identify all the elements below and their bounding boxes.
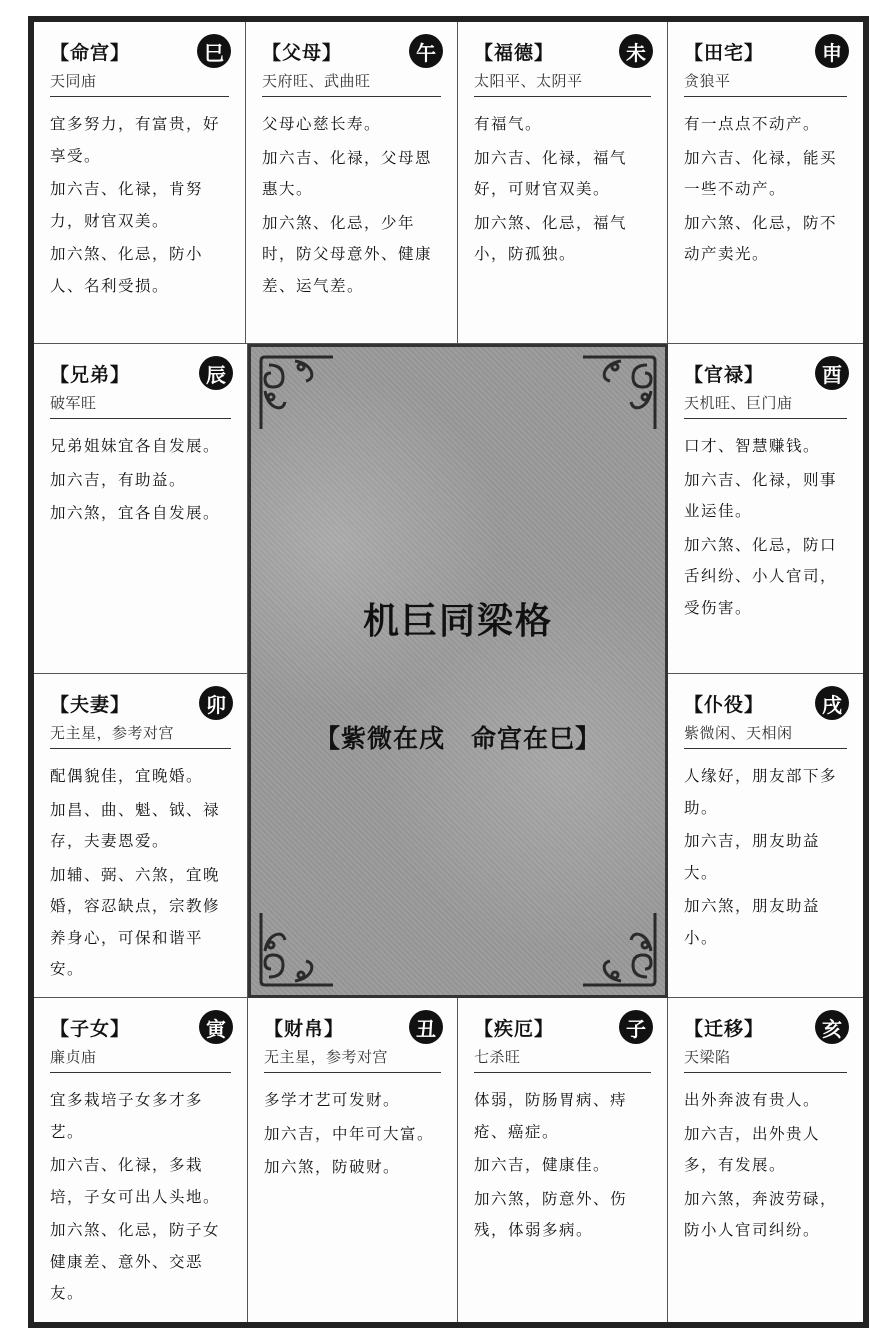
- description-line: 加六煞、化忌，防不动产卖光。: [684, 213, 838, 263]
- palace-description: [684, 1085, 851, 1247]
- chart-frame: [28, 16, 869, 1328]
- palace-stars: 天梁陷: [684, 1046, 847, 1073]
- palace-stars: 天府旺、武曲旺: [262, 70, 441, 97]
- palace-description: [50, 1085, 235, 1310]
- palace-title: 【田宅】: [684, 42, 765, 64]
- description-line: 加六吉、化禄，肯努力，财官双美。: [50, 180, 204, 230]
- cloud-ornament-icon: [255, 351, 339, 435]
- palace-description: [264, 1085, 445, 1184]
- description-line: 加六吉，健康佳。: [474, 1156, 611, 1174]
- description-line: 加六吉、化禄，多栽培，子女可出人头地。: [50, 1156, 221, 1206]
- description-line: 宜多栽培子女多才多艺。: [50, 1091, 204, 1141]
- branch-badge: 寅: [199, 1010, 233, 1044]
- palace-stars: 天机旺、巨门庙: [684, 392, 847, 419]
- branch-badge: 丑: [409, 1010, 443, 1044]
- palace-stars: 贪狼平: [684, 70, 847, 97]
- description-line: 加六吉，有助益。: [50, 470, 187, 489]
- palace-stars: 七杀旺: [474, 1046, 651, 1073]
- branch-badge: 申: [815, 34, 849, 68]
- description-line: 加六吉、化禄，父母恩惠大。: [262, 148, 433, 198]
- palace-stars: 太阳平、太阴平: [474, 70, 651, 97]
- palace-title: 【父母】: [262, 42, 343, 64]
- palace-header: [684, 1014, 851, 1046]
- palace-stars: 廉贞庙: [50, 1046, 231, 1073]
- palace-fumu: [246, 22, 458, 344]
- palace-description: [50, 431, 235, 530]
- description-line: 体弱，防肠胃病、痔疮、癌症。: [474, 1091, 628, 1141]
- description-line: 加六煞、化忌，防小人、名利受损。: [50, 245, 204, 295]
- palace-xiongdi: [34, 344, 248, 674]
- branch-badge: 午: [409, 34, 443, 68]
- cloud-ornament-icon: [577, 907, 661, 991]
- palace-title: 【仆役】: [684, 694, 765, 716]
- palace-header: [264, 1014, 445, 1046]
- palace-title: 【兄弟】: [50, 364, 131, 386]
- palace-zinv: [34, 998, 248, 1322]
- description-line: 加六煞，防意外、伤残，体弱多病。: [474, 1189, 628, 1239]
- description-line: 加六吉，中年可大富。: [264, 1124, 435, 1143]
- branch-badge: 亥: [815, 1010, 849, 1044]
- palace-title: 【财帛】: [264, 1018, 345, 1040]
- branch-badge: 戌: [815, 686, 849, 720]
- palace-header: [684, 360, 851, 392]
- description-line: 加六煞，朋友助益小。: [684, 897, 821, 947]
- branch-badge: 酉: [815, 356, 849, 390]
- description-line: 加六煞、化忌，防子女健康差、意外、交恶友。: [50, 1221, 221, 1302]
- cloud-ornament-icon: [255, 907, 339, 991]
- palace-description: [474, 1085, 655, 1247]
- description-line: 加辅、弼、六煞，宜晚婚，容忍缺点，宗教修养身心，可保和谐平安。: [50, 865, 221, 978]
- description-line: 人缘好，朋友部下多助。: [684, 767, 838, 817]
- palace-description: [684, 431, 851, 624]
- chart-center-panel: [248, 344, 668, 998]
- description-line: 加六煞，宜各自发展。: [50, 504, 221, 522]
- palace-title: 【官禄】: [684, 364, 765, 386]
- palace-tianzhai: [668, 22, 863, 344]
- palace-description: [474, 109, 655, 271]
- palace-guanlu: [668, 344, 863, 674]
- palace-header: [684, 690, 851, 722]
- palace-stars: 无主星，参考对宫: [50, 722, 231, 749]
- palace-title: 【夫妻】: [50, 694, 131, 716]
- description-line: 兄弟姐妹宜各自发展。: [50, 437, 221, 455]
- palace-header: [50, 690, 235, 722]
- palace-stars: 破军旺: [50, 392, 231, 419]
- description-line: 加六吉，出外贵人多，有发展。: [684, 1124, 821, 1174]
- description-line: 加六吉、化禄，则事业运佳。: [684, 470, 838, 520]
- branch-badge: 巳: [197, 34, 231, 68]
- palace-header: [50, 360, 235, 392]
- branch-badge: 子: [619, 1010, 653, 1044]
- palace-description: [684, 761, 851, 954]
- description-line: 加六煞、化忌，福气小，防孤独。: [474, 213, 628, 263]
- palace-header: [50, 1014, 235, 1046]
- branch-badge: 辰: [199, 356, 233, 390]
- description-line: 加六吉、化禄，福气好，可财官双美。: [474, 148, 628, 198]
- palace-title: 【迁移】: [684, 1018, 765, 1040]
- description-line: 口才、智慧赚钱。: [684, 437, 821, 455]
- branch-badge: 卯: [199, 686, 233, 720]
- description-line: 配偶貌佳，宜晚婚。: [50, 767, 204, 785]
- description-line: 加昌、曲、魁、钺、禄存，夫妻恩爱。: [50, 800, 221, 850]
- palace-description: [684, 109, 851, 271]
- description-line: 加六煞、化忌，防口舌纠纷、小人官司，受伤害。: [684, 535, 838, 617]
- palace-description: [262, 109, 445, 302]
- cloud-ornament-icon: [577, 351, 661, 435]
- palace-header: [474, 1014, 655, 1046]
- pattern-title: 机巨同梁格: [362, 600, 553, 642]
- palace-fuqi: [34, 674, 248, 998]
- description-line: 加六吉，朋友助益大。: [684, 832, 821, 882]
- palace-header: [262, 38, 445, 70]
- palace-puyi: [668, 674, 863, 998]
- description-line: 加六煞、化忌，少年时，防父母意外、健康差、运气差。: [262, 213, 433, 295]
- palace-jie: [458, 998, 668, 1322]
- palace-title: 【福德】: [474, 42, 555, 64]
- description-line: 宜多努力，有富贵，好享受。: [50, 115, 221, 165]
- description-line: 加六吉、化禄，能买一些不动产。: [684, 148, 838, 198]
- palace-fude: [458, 22, 668, 344]
- description-line: 加六煞，奔波劳碌，防小人官司纠纷。: [684, 1189, 838, 1239]
- palace-description: [50, 109, 233, 302]
- description-line: 加六煞，防破财。: [264, 1158, 401, 1176]
- palace-header: [474, 38, 655, 70]
- palace-ming: [34, 22, 246, 344]
- description-line: 多学才艺可发财。: [264, 1091, 401, 1109]
- palace-stars: 紫微闲、天相闲: [684, 722, 847, 749]
- description-line: 有福气。: [474, 115, 543, 133]
- description-line: 父母心慈长寿。: [262, 115, 382, 133]
- description-line: 有一点点不动产。: [684, 115, 821, 133]
- palace-title: 【命宫】: [50, 42, 131, 64]
- palace-title: 【子女】: [50, 1018, 131, 1040]
- branch-badge: 未: [619, 34, 653, 68]
- palace-header: [684, 38, 851, 70]
- palace-stars: 天同庙: [50, 70, 229, 97]
- palace-header: [50, 38, 233, 70]
- palace-stars: 无主星，参考对宫: [264, 1046, 441, 1073]
- description-line: 出外奔波有贵人。: [684, 1091, 821, 1109]
- palace-qianyi: [668, 998, 863, 1322]
- pattern-subtitle: 【紫微在戌 命宫在巳】: [314, 724, 601, 753]
- palace-caibo: [248, 998, 458, 1322]
- palace-title: 【疾厄】: [474, 1018, 555, 1040]
- palace-description: [50, 761, 235, 986]
